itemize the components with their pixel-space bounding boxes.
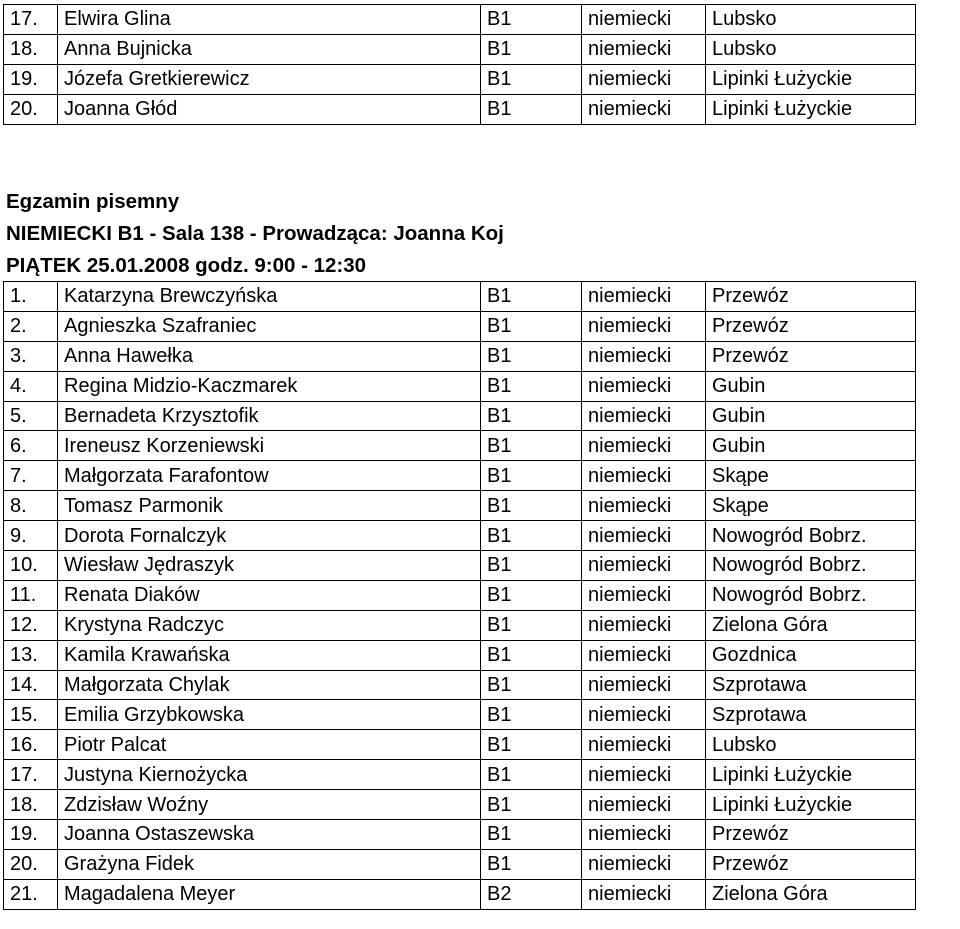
- top-table-body: [4, 5, 916, 125]
- table-row: [4, 431, 916, 461]
- exam-level: B1: [481, 431, 582, 461]
- exam-language: niemiecki: [582, 551, 706, 581]
- table-row: [4, 879, 916, 909]
- participant-city: Lubsko: [706, 5, 916, 35]
- exam-language: niemiecki: [582, 371, 706, 401]
- exam-language: niemiecki: [582, 461, 706, 491]
- exam-language: niemiecki: [582, 95, 706, 125]
- table-row: [4, 341, 916, 371]
- row-number: 19.: [4, 65, 58, 95]
- participant-city: Gozdnica: [706, 640, 916, 670]
- row-number: 19.: [4, 820, 58, 850]
- row-number: 10.: [4, 551, 58, 581]
- exam-room-line: NIEMIECKI B1 - Sala 138 - Prowadząca: Joanna Koj: [6, 222, 504, 245]
- participant-city: Przewóz: [706, 311, 916, 341]
- exam-level: B1: [481, 341, 582, 371]
- exam-language: niemiecki: [582, 35, 706, 65]
- participant-city: Lipinki Łużyckie: [706, 760, 916, 790]
- participant-city: Przewóz: [706, 849, 916, 879]
- participant-city: Szprotawa: [706, 700, 916, 730]
- participant-city: Zielona Góra: [706, 879, 916, 909]
- participant-city: Lubsko: [706, 730, 916, 760]
- participant-city: Lubsko: [706, 35, 916, 65]
- table-row: [4, 700, 916, 730]
- row-number: 9.: [4, 521, 58, 551]
- participant-name: Dorota Fornalczyk: [58, 521, 481, 551]
- participant-city: Gubin: [706, 431, 916, 461]
- row-number: 14.: [4, 670, 58, 700]
- table-row: [4, 640, 916, 670]
- participant-name: Józefa Gretkierewicz: [58, 65, 481, 95]
- participant-city: Zielona Góra: [706, 610, 916, 640]
- table-row: [4, 311, 916, 341]
- row-number: 12.: [4, 610, 58, 640]
- table-row: [4, 65, 916, 95]
- table-row: [4, 491, 916, 521]
- exam-level: B1: [481, 95, 582, 125]
- exam-language: niemiecki: [582, 820, 706, 850]
- row-number: 20.: [4, 95, 58, 125]
- row-number: 18.: [4, 790, 58, 820]
- participant-name: Małgorzata Farafontow: [58, 461, 481, 491]
- row-number: 7.: [4, 461, 58, 491]
- row-number: 13.: [4, 640, 58, 670]
- table-row: [4, 760, 916, 790]
- table-row: [4, 371, 916, 401]
- exam-language: niemiecki: [582, 65, 706, 95]
- exam-level: B1: [481, 640, 582, 670]
- exam-level: B1: [481, 311, 582, 341]
- participant-name: Justyna Kiernożycka: [58, 760, 481, 790]
- exam-level: B1: [481, 5, 582, 35]
- exam-level: B1: [481, 282, 582, 312]
- exam-level: B1: [481, 730, 582, 760]
- exam-level: B1: [481, 521, 582, 551]
- participant-name: Kamila Krawańska: [58, 640, 481, 670]
- participant-city: Lipinki Łużyckie: [706, 65, 916, 95]
- exam-level: B1: [481, 491, 582, 521]
- exam-level: B1: [481, 371, 582, 401]
- exam-level: B1: [481, 461, 582, 491]
- participant-name: Zdzisław Woźny: [58, 790, 481, 820]
- row-number: 17.: [4, 760, 58, 790]
- participant-city: Nowogród Bobrz.: [706, 580, 916, 610]
- exam-language: niemiecki: [582, 580, 706, 610]
- participant-name: Wiesław Jędraszyk: [58, 551, 481, 581]
- row-number: 4.: [4, 371, 58, 401]
- participant-city: Szprotawa: [706, 670, 916, 700]
- row-number: 18.: [4, 35, 58, 65]
- participant-city: Lipinki Łużyckie: [706, 790, 916, 820]
- row-number: 1.: [4, 282, 58, 312]
- top-participants-table: [3, 4, 916, 125]
- row-number: 20.: [4, 849, 58, 879]
- table-row: [4, 820, 916, 850]
- participant-name: Grażyna Fidek: [58, 849, 481, 879]
- participant-city: Gubin: [706, 401, 916, 431]
- participant-name: Bernadeta Krzysztofik: [58, 401, 481, 431]
- participant-name: Piotr Palcat: [58, 730, 481, 760]
- participant-city: Przewóz: [706, 341, 916, 371]
- participant-name: Emilia Grzybkowska: [58, 700, 481, 730]
- table-row: [4, 580, 916, 610]
- participant-city: Skąpe: [706, 461, 916, 491]
- exam-language: niemiecki: [582, 730, 706, 760]
- exam-level: B1: [481, 670, 582, 700]
- exam-title: Egzamin pisemny: [6, 190, 180, 213]
- participant-name: Magadalena Meyer: [58, 879, 481, 909]
- exam-table-body: [4, 282, 916, 910]
- participant-name: Anna Bujnicka: [58, 35, 481, 65]
- participant-city: Lipinki Łużyckie: [706, 95, 916, 125]
- participant-name: Regina Midzio-Kaczmarek: [58, 371, 481, 401]
- row-number: 21.: [4, 879, 58, 909]
- exam-level: B1: [481, 65, 582, 95]
- participant-city: Nowogród Bobrz.: [706, 551, 916, 581]
- table-row: [4, 521, 916, 551]
- row-number: 17.: [4, 5, 58, 35]
- exam-language: niemiecki: [582, 640, 706, 670]
- participant-name: Agnieszka Szafraniec: [58, 311, 481, 341]
- exam-level: B1: [481, 790, 582, 820]
- table-row: [4, 790, 916, 820]
- table-row: [4, 670, 916, 700]
- participant-name: Małgorzata Chylak: [58, 670, 481, 700]
- table-row: [4, 35, 916, 65]
- table-row: [4, 730, 916, 760]
- row-number: 2.: [4, 311, 58, 341]
- exam-level: B1: [481, 849, 582, 879]
- exam-language: niemiecki: [582, 491, 706, 521]
- exam-language: niemiecki: [582, 790, 706, 820]
- table-row: [4, 401, 916, 431]
- exam-language: niemiecki: [582, 311, 706, 341]
- participant-city: Nowogród Bobrz.: [706, 521, 916, 551]
- participant-city: Przewóz: [706, 820, 916, 850]
- participant-name: Joanna Głód: [58, 95, 481, 125]
- exam-language: niemiecki: [582, 5, 706, 35]
- participant-city: Skąpe: [706, 491, 916, 521]
- participant-name: Joanna Ostaszewska: [58, 820, 481, 850]
- exam-language: niemiecki: [582, 431, 706, 461]
- exam-language: niemiecki: [582, 341, 706, 371]
- exam-level: B1: [481, 401, 582, 431]
- row-number: 16.: [4, 730, 58, 760]
- participant-name: Krystyna Radczyc: [58, 610, 481, 640]
- row-number: 8.: [4, 491, 58, 521]
- participant-name: Tomasz Parmonik: [58, 491, 481, 521]
- exam-language: niemiecki: [582, 401, 706, 431]
- participant-name: Ireneusz Korzeniewski: [58, 431, 481, 461]
- exam-level: B1: [481, 35, 582, 65]
- table-row: [4, 5, 916, 35]
- table-row: [4, 282, 916, 312]
- participant-name: Katarzyna Brewczyńska: [58, 282, 481, 312]
- table-row: [4, 461, 916, 491]
- exam-language: niemiecki: [582, 879, 706, 909]
- row-number: 6.: [4, 431, 58, 461]
- exam-language: niemiecki: [582, 849, 706, 879]
- exam-level: B1: [481, 760, 582, 790]
- exam-participants-table: [3, 281, 916, 910]
- participant-city: Gubin: [706, 371, 916, 401]
- exam-language: niemiecki: [582, 760, 706, 790]
- exam-level: B1: [481, 580, 582, 610]
- table-row: [4, 610, 916, 640]
- exam-language: niemiecki: [582, 700, 706, 730]
- participant-name: Renata Diaków: [58, 580, 481, 610]
- row-number: 5.: [4, 401, 58, 431]
- exam-language: niemiecki: [582, 282, 706, 312]
- participant-name: Elwira Glina: [58, 5, 481, 35]
- table-row: [4, 551, 916, 581]
- exam-level: B1: [481, 700, 582, 730]
- exam-level: B1: [481, 610, 582, 640]
- row-number: 11.: [4, 580, 58, 610]
- exam-level: B2: [481, 879, 582, 909]
- row-number: 3.: [4, 341, 58, 371]
- exam-date-line: PIĄTEK 25.01.2008 godz. 9:00 - 12:30: [6, 254, 367, 277]
- exam-level: B1: [481, 820, 582, 850]
- exam-language: niemiecki: [582, 670, 706, 700]
- row-number: 15.: [4, 700, 58, 730]
- participant-city: Przewóz: [706, 282, 916, 312]
- table-row: [4, 95, 916, 125]
- exam-language: niemiecki: [582, 521, 706, 551]
- exam-language: niemiecki: [582, 610, 706, 640]
- participant-name: Anna Hawełka: [58, 341, 481, 371]
- exam-level: B1: [481, 551, 582, 581]
- table-row: [4, 849, 916, 879]
